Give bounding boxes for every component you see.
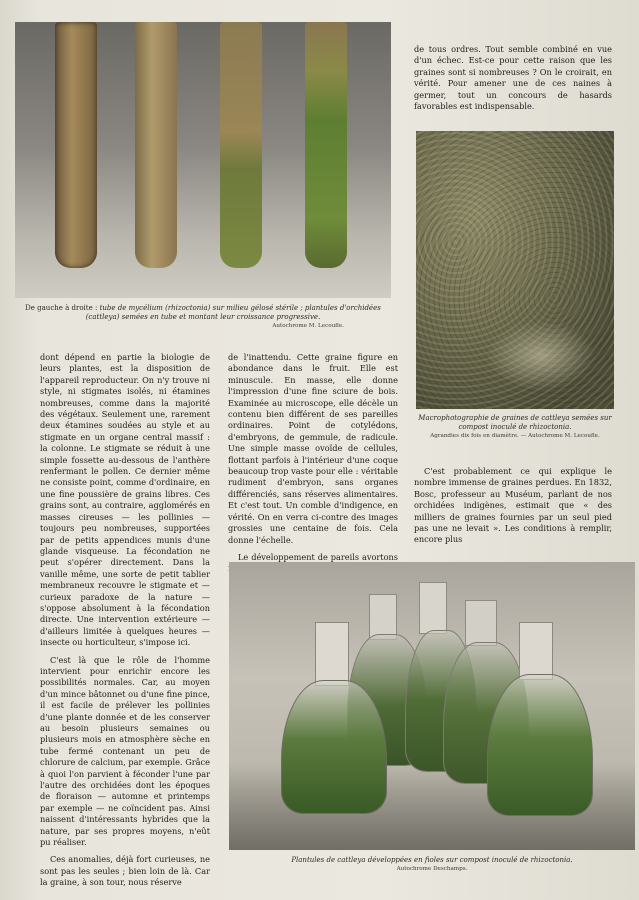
left-column bbox=[40, 352, 210, 888]
caption-italic: tube de mycélium (rhizoctonia) sur milieu gélosé stérile ; plantules d'orchidées (cattleya) semées en tube et montant leur croissance progressive. bbox=[85, 304, 381, 321]
test-tube-mycelium bbox=[55, 22, 97, 268]
caption-lead: De gauche à droite : bbox=[25, 304, 100, 312]
macro-caption-text: Macrophotographie de graines de cattleya semées sur compost inoculé de rhizoctonia. bbox=[418, 414, 612, 431]
flasks-photo-credit: Autochrome Deschamps. bbox=[396, 866, 468, 872]
flask-neck-back-3 bbox=[465, 600, 497, 646]
macro-photo-credit: Agrandies dix fois en diamètre. — Autochrome M. Lecoufle. bbox=[430, 433, 600, 439]
macro-photo-caption bbox=[416, 414, 614, 441]
middle-column bbox=[228, 352, 398, 562]
right-top-paragraph: de tous ordres. Tout semble combiné en vue d'un échec. Est-ce pour cette raison que les graines sont si nombreuses ? On le croirait, en vérité. Pour amener une de ces naines à germer, tout un concours de hasards favorables est indispensable. bbox=[414, 44, 612, 112]
right-top-text bbox=[414, 44, 612, 118]
flask-neck-front-2 bbox=[519, 622, 553, 680]
flask-front-2 bbox=[487, 674, 593, 816]
flasks-photo-caption bbox=[240, 856, 624, 874]
flask-neck-back-2 bbox=[419, 582, 447, 634]
bright-patch bbox=[486, 321, 596, 391]
middle-paragraph-1: de l'inattendu. Cette graine figure en abondance dans le fruit. Elle est minuscule. En masse, elle donne l'impression d'une fine sciure de bois. Examinée au microscope, elle décèle un contenu bien différent de ses pareilles ordinaires. Point de cotylédons, d'embryons, de gemmule, de radicule. Une simple masse ovoïde de cellules, flottant parfois à l'intérieur d'une coque beaucoup trop vaste pour elle : véritable rudiment d'embryon, sans organes différenciés, sans réserves alimentaires. Et c'est tout. Un comble d'indigence, en vérité. On en verra ci-contre des images grossies une centaine de fois. Cela donne l'échelle. bbox=[228, 352, 398, 545]
macro-seeds-photo bbox=[416, 131, 614, 409]
left-paragraph-2: C'est là que le rôle de l'homme intervient pour enrichir encore les possibilités normales. Car, au moyen d'un mince bâtonnet ou d'une fine pince, il est facile de prélever les pollinies d'une plante donnée et de les conserver au besoin plusieurs semaines ou plusieurs mois en atmosphère sèche en tube fermé contenant un peu de chlorure de calcium, par exemple. Grâce à quoi l'on parvient à féconder l'une par l'autre des orchidées dont les époques de floraison — automne et printemps par exemple — ne coïncident pas. Ainsi naissent d'intéressants hybrides que la nature, par ses propres moyens, n'eût pu réaliser. bbox=[40, 654, 210, 848]
left-paragraph-3: Ces anomalies, déjà fort curieuses, ne sont pas les seules ; bien loin de là. Car la graine, à son tour, nous réserve bbox=[40, 854, 210, 888]
test-tube-seedlings-3 bbox=[305, 22, 347, 268]
middle-paragraph-2: Le développement de pareils avortons bbox=[238, 551, 398, 562]
test-tube-seedlings-2 bbox=[220, 22, 262, 268]
flasks-photo bbox=[229, 562, 635, 850]
test-tube-seedlings-1 bbox=[135, 22, 177, 268]
right-column bbox=[414, 466, 612, 546]
left-paragraph-1: dont dépend en partie la biologie de leurs plantes, est la disposition de l'appareil reproducteur. On n'y trouve ni style, ni stigmates isolés, ni étamines nombreuses, comme dans la majorité des végétaux. Seulement une, rarement deux étamines soudées au style et au stigmate en un organe central massif : la colonne. Le stigmate se réduit à une simple fossette au-dessous de l'anthère renfermant le pollen. Ce dernier même ne consiste point, comme d'ordinaire, en une fine poussière de grains libres. Ces grains sont, au contraire, agglomérés en masses cireuses — les pollinies — toujours peu nombreuses, supportées par de petits appendices munis d'une glande visqueuse. La fécondation ne peut s'opérer directement. Dans la vanille même, une sorte de petit tablier membraneux recouvre le stigmate et — curieux paradoxe de la nature — s'oppose absolument à la fécondation directe. Une intervention extérieure — d'ailleurs limitée à quelques heures — insecte ou horticulteur, s'impose ici. bbox=[40, 352, 210, 648]
top-photo-caption bbox=[22, 304, 384, 331]
top-photo-credit: Autochrome M. Lecoufle. bbox=[272, 323, 344, 329]
test-tubes-photo bbox=[15, 22, 391, 298]
flask-front-1 bbox=[281, 680, 387, 814]
right-paragraph: C'est probablement ce qui explique le nombre immense de graines perdues. En 1832, Bosc, professeur au Muséum, parlant de nos orchidées indigènes, estimait que « des milliers de graines fournies par un seul pied pas une ne levait ». Les conditions à remplir, encore plus bbox=[414, 466, 612, 545]
flask-neck-front-1 bbox=[315, 622, 349, 686]
flasks-caption-text: Plantules de cattleya développées en fioles sur compost inoculé de rhizoctonia. bbox=[291, 856, 573, 864]
